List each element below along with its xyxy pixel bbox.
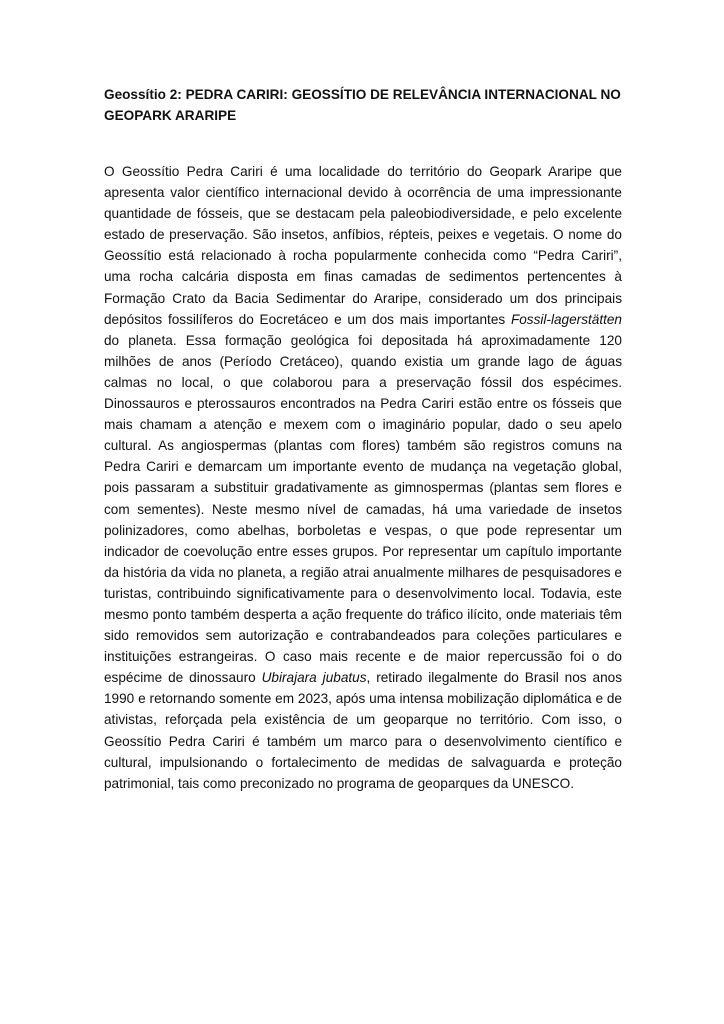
paragraph-text-part-1: O Geossítio Pedra Cariri é uma localidade do território do Geopark Araripe que apresenta valor científico internacional devido à ocorrência de uma impressionante quantidade de fósseis, que se destacam pela paleobiodiversidade, e pelo excelente estado de preservação. São insetos, anfíbios, répteis, peixes e vegetais. O nome do Geossítio está relacionado à rocha popularmente conhecida como “Pedra Cariri”, uma rocha calcária disposta em finas camadas de sedimentos pertencentes à Formação Crato da Bacia Sedimentar do Araripe, considerado um dos principais depósitos fossilíferos do Eocretáceo e um dos mais importantes: [104, 164, 622, 327]
paragraph-text-part-3: , retirado ilegalmente do Brasil nos anos 1990 e retornando somente em 2023, após uma intensa mobilização diplomática e de ativistas, reforçada pela existência de um geoparque no território. Com isso, o Geossítio Pedra Cariri é também um marco para o desenvolvimento científico e cultural, impulsionando o fortalecimento de medidas de salvaguarda e proteção patrimonial, tais como preconizado no programa de geoparques da UNESCO.: [104, 670, 622, 791]
document-title: Geossítio 2: PEDRA CARIRI: GEOSSÍTIO DE RELEVÂNCIA INTERNACIONAL NO GEOPARK ARARIPE: [104, 87, 621, 123]
body-paragraph: [104, 161, 622, 794]
italic-species-name: Ubirajara jubatus: [261, 670, 367, 686]
paragraph-text-part-2: do planeta. Essa formação geológica foi depositada há aproximadamente 120 milhões de anos (Período Cretáceo), quando existia um grande lago de águas calmas no local, o que colaborou para a preservação fóssil dos espécimes. Dinossauros e pterossauros encontrados na Pedra Cariri estão entre os fósseis que mais chamam a atenção e mexem com o imaginário popular, dado o seu apelo cultural. As angiospermas (plantas com flores) também são registros comuns na Pedra Cariri e demarcam um importante evento de mudança na vegetação global, pois passaram a substituir gradativamente as gimnospermas (plantas sem flores e com sementes). Neste mesmo nível de camadas, há uma variedade de insetos polinizadores, como abelhas, borboletas e vespas, o que pode representar um indicador de coevolução entre esses grupos. Por representar um capítulo importante da história da vida no planeta, a região atrai anualmente milhares de pesquisadores e turistas, contribuindo significativamente para o desenvolvimento local. Todavia, este mesmo ponto também desperta a ação frequente do tráfico ilícito, onde materiais têm sido removidos sem autorização e contrabandeados para coleções particulares e instituições estrangeiras. O caso mais recente e de maior repercussão foi o do espécime de dinossauro: [104, 332, 622, 686]
italic-term-fossil-lagerstatten: Fossil-lagerstätten: [510, 311, 622, 327]
